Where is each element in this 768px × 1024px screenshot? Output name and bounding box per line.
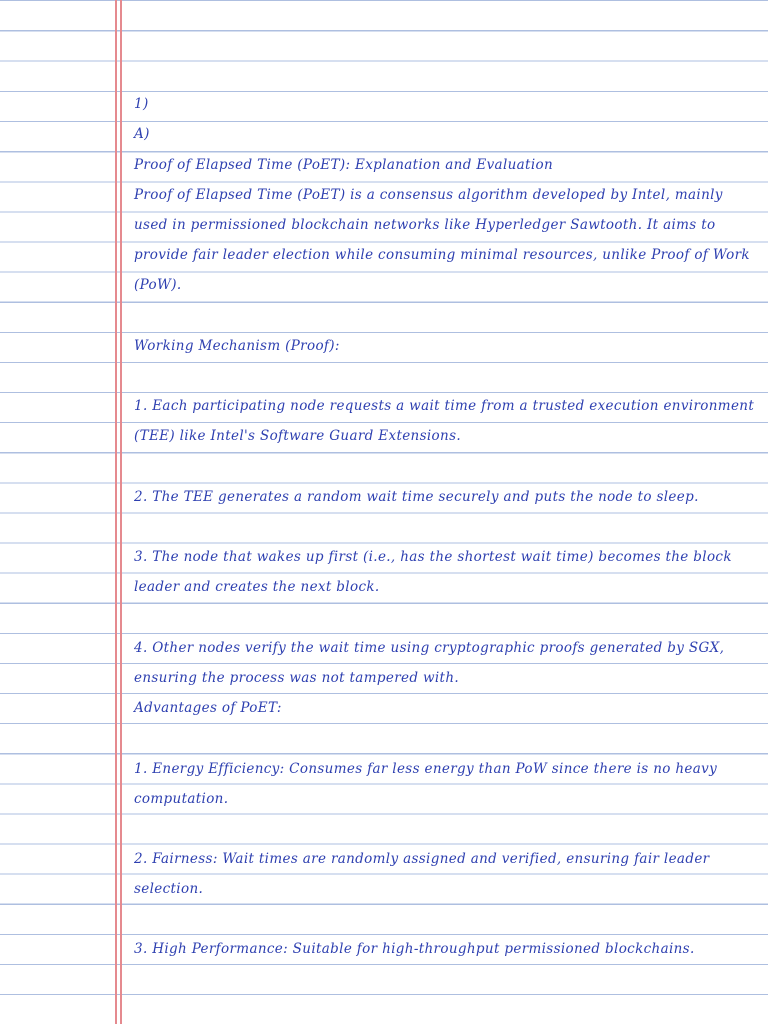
intro-line-1: Proof of Elapsed Time (PoET) is a consensus algorithm developed by Intel, mainly bbox=[134, 187, 723, 203]
mechanism-step-2: 2. The TEE generates a random wait time securely and puts the node to sleep. bbox=[134, 489, 699, 505]
advantage-3: 3. High Performance: Suitable for high-throughput permissioned blockchains. bbox=[134, 941, 695, 957]
intro-line-2: used in permissioned blockchain networks like Hyperledger Sawtooth. It aims to bbox=[134, 217, 716, 233]
part-label: A) bbox=[134, 126, 150, 142]
mechanism-step-3-line-1: 3. The node that wakes up first (i.e., has the shortest wait time) becomes the block bbox=[134, 549, 732, 565]
question-number: 1) bbox=[134, 96, 149, 112]
mechanism-step-4-line-2: ensuring the process was not tampered with. bbox=[134, 670, 460, 686]
section-heading-advantages: Advantages of PoET: bbox=[134, 700, 282, 716]
intro-line-3: provide fair leader election while consuming minimal resources, unlike Proof of Work bbox=[134, 247, 750, 263]
advantage-2-line-2: selection. bbox=[134, 881, 204, 897]
margin-line-left bbox=[115, 0, 117, 1024]
mechanism-step-4-line-1: 4. Other nodes verify the wait time using cryptographic proofs generated by SGX, bbox=[134, 640, 725, 656]
advantage-2-line-1: 2. Fairness: Wait times are randomly assigned and verified, ensuring fair leader bbox=[134, 851, 710, 867]
intro-line-4: (PoW). bbox=[134, 277, 182, 293]
mechanism-step-3-line-2: leader and creates the next block. bbox=[134, 579, 380, 595]
margin-line-right bbox=[120, 0, 122, 1024]
mechanism-step-1-line-2: (TEE) like Intel's Software Guard Extensions. bbox=[134, 428, 461, 444]
heading: Proof of Elapsed Time (PoET): Explanation and Evaluation bbox=[134, 157, 554, 173]
mechanism-step-1-line-1: 1. Each participating node requests a wait time from a trusted execution environment bbox=[134, 398, 755, 414]
section-heading-mechanism: Working Mechanism (Proof): bbox=[134, 338, 340, 354]
advantage-1-line-2: computation. bbox=[134, 791, 229, 807]
advantage-1-line-1: 1. Energy Efficiency: Consumes far less energy than PoW since there is no heavy bbox=[134, 761, 718, 777]
